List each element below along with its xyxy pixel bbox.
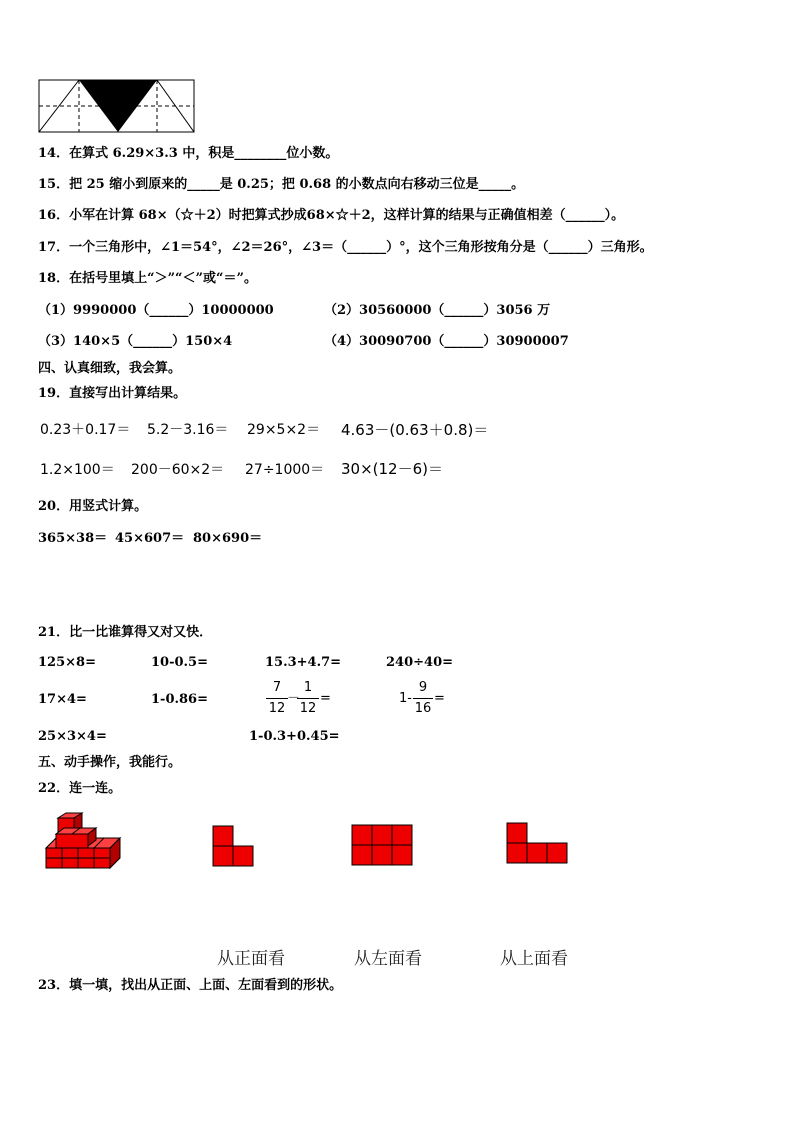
q19-expr-7: 27÷1000＝: [245, 462, 325, 478]
q19-expr-2: 5.2－3.16＝: [147, 422, 229, 438]
q21-item-7: 25×3×4=: [38, 729, 107, 744]
q20-item-3: 80×690＝: [193, 531, 263, 546]
question-22: 22．连一连。: [38, 781, 122, 796]
question-18: 18．在括号里填上“＞”“＜”或“＝”。: [38, 271, 257, 286]
question-21: 21．比一比谁算得又对又快．: [38, 625, 213, 640]
section-5-heading: 五、动手操作，我能行。: [38, 755, 182, 770]
question-14: 14．在算式 6.29×3.3 中，积是________位小数。: [38, 146, 339, 161]
view-label-front: 从正面看: [217, 949, 285, 969]
view-shape-rect: [351, 824, 415, 868]
question-23: 23．填一填，找出从正面、上面、左面看到的形状。: [38, 978, 343, 993]
question-19: 19．直接写出计算结果。: [38, 386, 187, 401]
q18-item-3: （3）140×5（______）150×4: [38, 334, 233, 349]
question-20: 20．用竖式计算。: [38, 499, 148, 514]
q21-frac2-prefix: 1-: [399, 691, 412, 706]
question-17: 17．一个三角形中，∠1＝54°，∠2＝26°，∠3＝（______）°，这个三角形按角分是（______）三角形。: [38, 240, 653, 255]
section-4-heading: 四、认真细致，我会算。: [38, 361, 182, 376]
q18-item-4: （4）30090700（______）30900007: [324, 334, 569, 349]
q20-item-1: 365×38＝: [38, 531, 108, 546]
q21-frac-equals: =: [320, 691, 331, 706]
q21-item-4: 240÷40=: [386, 655, 454, 670]
q21-item-1: 125×8=: [38, 655, 96, 670]
q18-item-2: （2）30560000（______）3056 万: [324, 303, 551, 318]
q21-frac2-equals: =: [434, 691, 445, 706]
q19-expr-1: 0.23＋0.17＝: [40, 422, 131, 438]
view-shape-l: [212, 825, 256, 869]
question-16: 16．小军在计算 68×（☆＋2）时把算式抄成68×☆＋2，这样计算的结果与正确值相差（______）。: [38, 208, 625, 223]
question-15: 15．把 25 缩小到原来的_____是 0.25；把 0.68 的小数点向右移动三位是_____。: [38, 177, 525, 192]
view-shape-long-l: [506, 822, 570, 866]
q20-item-2: 45×607＝: [115, 531, 185, 546]
cube-stack-3d: [44, 812, 134, 874]
view-label-top: 从上面看: [500, 949, 568, 969]
folded-paper-figure: [38, 78, 198, 134]
q19-expr-8: 30×(12－6)＝: [341, 460, 443, 478]
q21-frac-operator: －: [287, 691, 301, 706]
q21-item-5: 17×4=: [38, 692, 87, 707]
q21-frac-a: 7 12: [266, 680, 288, 717]
q21-item-2: 10-0.5=: [151, 655, 208, 670]
q19-expr-3: 29×5×2＝: [247, 422, 321, 438]
q21-item-8: 1-0.3+0.45=: [249, 729, 340, 744]
q19-expr-6: 200－60×2＝: [131, 462, 225, 478]
q21-frac-b: 1 12: [297, 680, 319, 717]
view-label-left: 从左面看: [354, 949, 422, 969]
q18-item-1: （1）9990000（______）10000000: [38, 303, 274, 318]
q21-item-6: 1-0.86=: [151, 692, 208, 707]
q19-expr-5: 1.2×100＝: [40, 462, 115, 478]
q21-frac-c: 9 16: [414, 680, 432, 716]
q21-item-3: 15.3+4.7=: [265, 655, 342, 670]
q19-expr-4: 4.63－(0.63＋0.8)＝: [341, 421, 489, 439]
